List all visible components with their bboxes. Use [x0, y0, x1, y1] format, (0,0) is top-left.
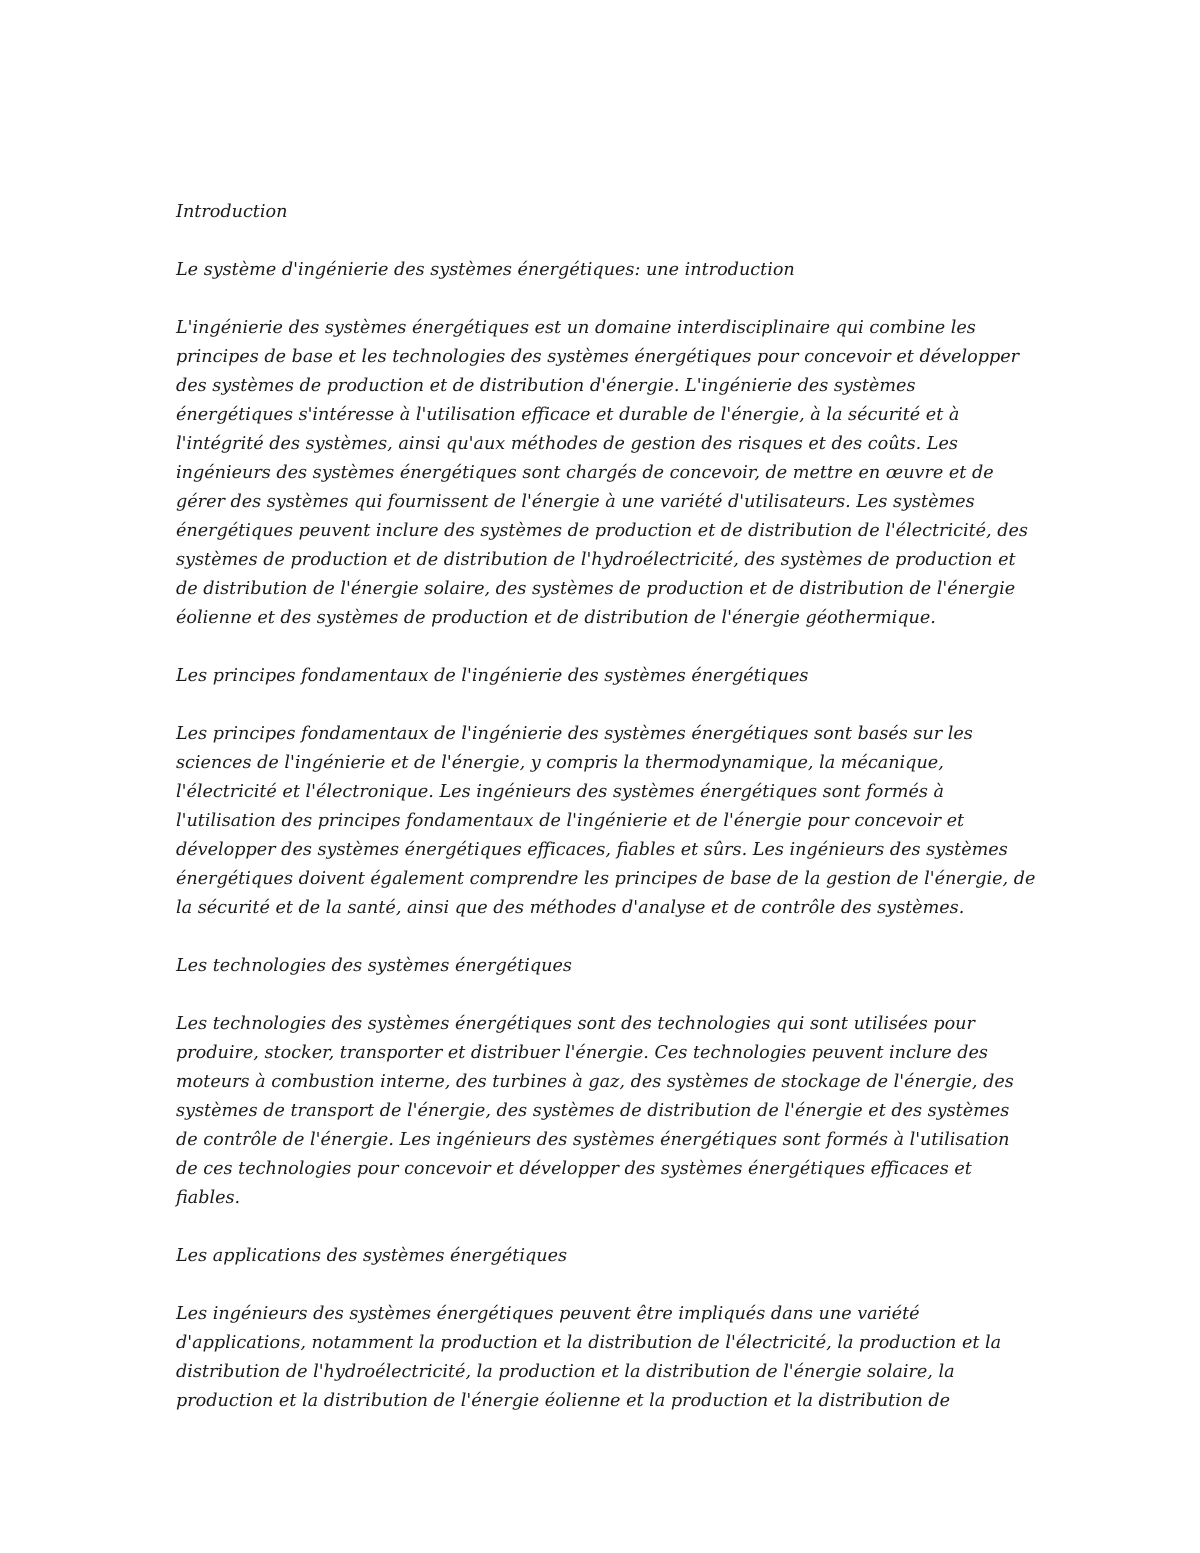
paragraph-applications: Les ingénieurs des systèmes énergétiques peuvent être impliqués dans une variété d'applications, notamment la production et la distribution de l'électricité, la production et la distribution de l'hydroélectricité, la production et la distribution de l'énergie solaire, la production et la distribution de l'énergie éolienne et la production et la distribution de [176, 1304, 1002, 1411]
section-heading-technologies: Les technologies des systèmes énergétiques [176, 956, 572, 976]
paragraph-technologies: Les technologies des systèmes énergétiques sont des technologies qui sont utilisées pour produire, stocker, transporter et distribuer l'énergie. Ces technologies peuvent inclure des moteurs à combustion interne, des turbines à gaz, des systèmes de stockage de l'énergie, des systèmes de transport de l'énergie, des systèmes de distribution de l'énergie et des systèmes de contrôle de l'énergie. Les ingénieurs des systèmes énergétiques sont formés à l'utilisation de ces technologies pour concevoir et développer des systèmes énergétiques efficaces et fiables. [176, 1014, 1014, 1208]
section-heading-principles: Les principes fondamentaux de l'ingénierie des systèmes énergétiques [176, 666, 809, 686]
section-heading-title: Le système d'ingénierie des systèmes énergétiques: une introduction [176, 260, 795, 280]
paragraph-introduction: L'ingénierie des systèmes énergétiques est un domaine interdisciplinaire qui combine les principes de base et les technologies des systèmes énergétiques pour concevoir et développer des systèmes de production et de distribution d'énergie. L'ingénierie des systèmes énergétiques s'intéresse à l'utilisation efficace et durable de l'énergie, à la sécurité et à l'intégrité des systèmes, ainsi qu'aux méthodes de gestion des risques et des coûts. Les ingénieurs des systèmes énergétiques sont chargés de concevoir, de mettre en œuvre et de gérer des systèmes qui fournissent de l'énergie à une variété d'utilisateurs. Les systèmes énergétiques peuvent inclure des systèmes de production et de distribution de l'électricité, des systèmes de production et de distribution de l'hydroélectricité, des systèmes de production et de distribution de l'énergie solaire, des systèmes de production et de distribution de l'énergie éolienne et des systèmes de production et de distribution de l'énergie géothermique. [176, 318, 1028, 628]
section-heading-applications: Les applications des systèmes énergétiques [176, 1246, 568, 1266]
paragraph-principles: Les principes fondamentaux de l'ingénierie des systèmes énergétiques sont basés sur les sciences de l'ingénierie et de l'énergie, y compris la thermodynamique, la mécanique, l'électricité et l'électronique. Les ingénieurs des systèmes énergétiques sont formés à l'utilisation des principes fondamentaux de l'ingénierie et de l'énergie pour concevoir et développer des systèmes énergétiques efficaces, fiables et sûrs. Les ingénieurs des systèmes énergétiques doivent également comprendre les principes de base de la gestion de l'énergie, de la sécurité et de la santé, ainsi que des méthodes d'analyse et de contrôle des systèmes. [176, 724, 1036, 918]
document-body [176, 198, 1036, 1445]
section-heading-introduction: Introduction [176, 202, 288, 222]
